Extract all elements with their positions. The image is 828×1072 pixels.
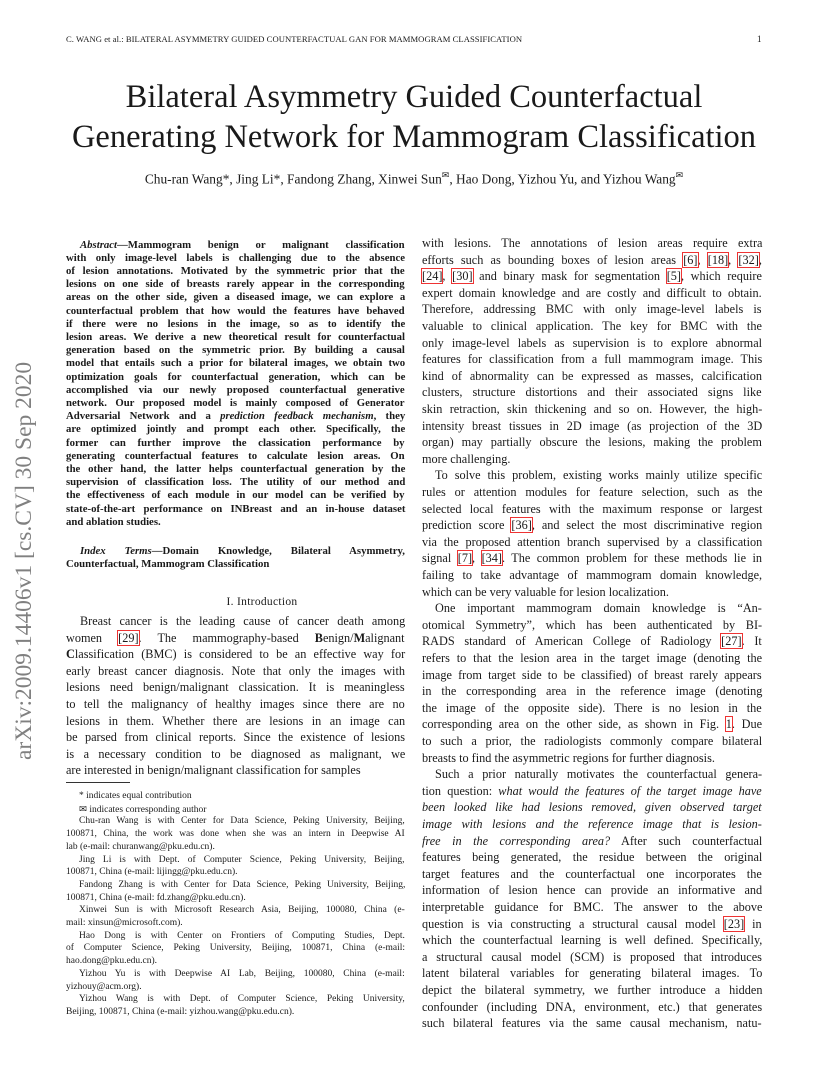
body-line: to such a prior, the radiologists commonly compare bilateral [422, 734, 763, 748]
body-line: organ) may partially obscure the lesions, making the problem [422, 435, 762, 450]
body-line: clusters, structure distortions and their associated signs like [422, 385, 762, 400]
body-line: question is via constructing a structural causal model [23] in [422, 916, 762, 931]
abstract-line: with only image-level labels is challenging due to the absence [66, 251, 406, 264]
footnote-line: Xinwei Sun is with Microsoft Research Asia, Beijing, 100080, China (e- [79, 905, 405, 916]
body-line: lesions need benign/malignant classication. It is meaningless [66, 680, 405, 695]
body-line: rules or attention modules for feature selection, such as the [422, 485, 763, 499]
body-line: to tell the malignancy of healthy images since there are no [66, 697, 405, 711]
abstract-line: lesion areas. We derive a new theoretical result for counterfactual [66, 330, 405, 343]
body-line: RADS standard of American College of Radiology [27]. It [422, 634, 762, 649]
body-line: prediction score [36], and select the most discriminative region [422, 518, 763, 533]
body-line: efforts such as bounding boxes of lesion areas [6], [18], [32], [422, 252, 762, 267]
abstract-line: and ablation studies. [66, 515, 161, 528]
body-line: depict the bilateral symmetry, we further introduce a hidden [422, 983, 763, 997]
abstract-line: of lesion annotations. Motivated by the symmetric prior that the [66, 264, 405, 277]
body-line: latent bilateral variables for generating bilateral images. To [422, 966, 763, 981]
running-header: C. WANG et al.: BILATERAL ASYMMETRY GUIDED COUNTERFACTUAL GAN FOR MAMMOGRAM CLASSIFICATION [66, 34, 523, 44]
abstract-line: generation based on the symmetric prior. By building a causal [66, 344, 405, 357]
abstract-line: model that entails such a prior for bilateral images, we obtain two [66, 357, 406, 370]
body-line: To solve this problem, existing works mainly utilize specific [435, 468, 763, 483]
footnote-rule [66, 782, 130, 783]
body-line: valuable to clinical application. The key for BMC with the [422, 319, 762, 333]
footnote-line: mail: xinsun@microsoft.com). [66, 918, 183, 928]
body-line: a structural causal model (SCM) is proposed that introduces [422, 949, 762, 964]
body-line: confounder (including DNA, environment, etc.) that generates [422, 999, 763, 1014]
body-line: image with lesions and the reference image that is lesion- [422, 817, 762, 831]
body-line: expert domain knowledge and are costly and difficult to obtain. [422, 285, 762, 300]
body-line: are interested in benign/malignant classification for samples [66, 763, 361, 778]
title-line-2: Generating Network for Mammogram Classification [71, 119, 757, 155]
abstract-line: accomplished via our newly proposed counterfactual generative [66, 383, 405, 396]
body-line: corresponding area on the other side, as shown in Fig. 1. Due [422, 717, 763, 732]
footnote-line: Hao Dong is with Center on Frontiers of Computing Studies, Dept. [79, 930, 405, 941]
body-line: image from target side to be classified) of breast rarely appears [422, 667, 762, 682]
footnote-line: hao.dong@pku.edu.cn). [66, 956, 158, 967]
body-line: selected local features with the maximum response or largest [422, 501, 763, 516]
body-line: via the proposed attention branch supervised by a classification [422, 534, 763, 549]
footnote-line: 100871, China (e-mail: fd.zhang@pku.edu.cn). [66, 892, 246, 903]
footnote-line: * indicates equal contribution [79, 791, 192, 801]
index-terms-line: Index Terms—Domain Knowledge, Bilateral Asymmetry, [80, 545, 405, 557]
body-line: refers to that the lesion area in the target image (denoting the [422, 651, 763, 665]
abstract-line: areas on the other side, given a diseased image, we can explore a [66, 291, 406, 304]
footnote-line: 100871, China, the work was done when she was an intern in Deepwise AI [66, 829, 405, 840]
index-terms-line: Counterfactual, Mammogram Classification [66, 558, 270, 571]
body-line: target features and the counterfactual one incorporates the [422, 866, 762, 881]
abstract-line: supervision of classification loss. The utility of our method and [66, 476, 406, 489]
abstract-line: lesions on one side of breasts rarely appear in the corresponding [66, 278, 405, 291]
footnote-line: Chu-ran Wang is with Center for Data Science, Peking University, Beijing, [79, 816, 405, 827]
abstract-line: state-of-the-art performance on INBreast and an in-house dataset [66, 502, 406, 515]
body-line: features being generated, the residue between the original [422, 850, 763, 865]
body-line: in the corresponding area in the reference image (denoting [422, 684, 763, 699]
body-line: signal [7], [34]. The common problem for these methods lie in [422, 551, 763, 566]
footnote-line: Beijing, 100871, China (e-mail: yizhou.wang@pku.edu.cn). [66, 1006, 295, 1017]
abstract-line: generating counterfactual features to calculate lesion areas. On [66, 449, 405, 462]
abstract-line: are optimized jointly and prompt each other. Specifically, the [66, 423, 406, 436]
abstract-line: Abstract—Mammogram benign or malignant classification [80, 238, 405, 251]
body-line: is a necessary condition to be diagnosed as malignant, we [66, 746, 406, 761]
abstract-line: the other hand, the latter helps counterfactual generation by the [66, 462, 406, 475]
body-line: breasts to find the asymmetric regions for further diagnosis. [422, 750, 715, 765]
body-line: lesions in them. Whether there are lesions in an image can [66, 713, 406, 728]
body-line: kind of abnormality can be expressed as masses, calcification [422, 368, 763, 383]
body-line: information of lesion hence can provide an informative and [422, 883, 763, 898]
body-line: be parsed from clinical reports. Since the existence of lesions [66, 730, 406, 745]
footnote-line: of Computer Science, Peking University, Beijing, 100871, China (e-mail: [66, 943, 406, 954]
body-line: free in the corresponding area? After such counterfactual [422, 833, 763, 848]
abstract-line: the effectiveness of each module in our model can be verified by [66, 489, 405, 502]
body-line: with lesions. The annotations of lesion areas require extra [422, 236, 763, 250]
body-line: interpretable guidance for BMC. The answer to the above [422, 900, 763, 914]
body-line: One important mammogram domain knowledge is “An- [435, 601, 762, 616]
body-line: intensity breast tissues in 2D image (as projection of the 3D [422, 418, 763, 433]
abstract-line: optimization goals for counterfactual generation, which can be [66, 370, 406, 383]
footnote-line: Yizhou Yu is with Deepwise AI Lab, Beijing, 100080, China (e-mail: [79, 968, 405, 979]
abstract-line: if there were no lesions in the image, so as to identify the [66, 317, 406, 330]
body-line: Classification (BMC) is considered to be an effective way for [66, 647, 406, 662]
body-line: only image-level labels as supervision is to explore abnormal [422, 335, 763, 350]
body-line: been looked like had lesions removed, given observed target [422, 800, 762, 815]
footnote-line: Yizhou Wang is with Dept. of Computer Science, Peking University, [79, 994, 405, 1005]
abstract-line: counterfactual problem that how would the features have behaved [66, 304, 405, 317]
footnote-line: Jing Li is with Dept. of Computer Science, Peking University, Beijing, [79, 854, 405, 865]
abstract-line: Adversarial Network and a prediction feedback mechanism, they [66, 410, 406, 423]
author-list: Chu-ran Wang*, Jing Li*, Fandong Zhang, Xinwei Sun✉, Hao Dong, Yizhou Yu, and Yizhou Wang✉ [144, 171, 684, 187]
body-line: early breast cancer diagnosis. Note that only the images with [66, 663, 405, 678]
body-line: [24], [30] and binary mask for segmentation [5], which require [422, 269, 762, 284]
body-line: such bilateral features via the same causal mechanism, natu- [422, 1016, 762, 1031]
abstract-line: former can further improve the classication performance by [66, 436, 405, 449]
body-line: failing to take advantage of mammogram domain knowledge, [422, 568, 763, 582]
footnote-line: yizhouy@acm.org). [66, 981, 142, 992]
body-line: Breast cancer is the leading cause of cancer death among [80, 614, 406, 628]
body-line: which the counterfactual learning is well defined. Specifically, [422, 933, 763, 948]
body-line: women [29]. The mammography-based Benign/Malignant [66, 630, 405, 645]
footnote-line: lab (e-mail: churanwang@pku.edu.cn). [66, 841, 215, 852]
section-heading-introduction: I. Introduction [226, 596, 298, 608]
body-line: Such a prior naturally motivates the counterfactual genera- [435, 767, 763, 782]
body-line: otomical Symmetry”, which has been authenticated by BI- [422, 617, 763, 632]
footnote-line: Fandong Zhang is with Center for Data Science, Peking University, Beijing, [79, 879, 406, 890]
body-line: more challenging. [422, 451, 511, 466]
footnote-line: ✉ indicates corresponding author [79, 804, 207, 815]
body-line: which can be very valuable for lesion localization. [422, 584, 669, 599]
arxiv-stamp: arXiv:2009.14406v1 [cs.CV] 30 Sep 2020 [11, 361, 37, 760]
footnote-line: 100871, China (e-mail: lijingg@pku.edu.cn). [66, 867, 238, 878]
body-line: skin retraction, skin thickening and so on. However, the high- [422, 402, 763, 416]
paper-title [40, 77, 788, 157]
body-line: features for classification from a full mammogram image. This [422, 352, 763, 367]
abstract-line: network. Our proposed model is mainly composed of Generator [66, 396, 405, 409]
body-line: the image of the opposite side). There is no lesion in the [422, 700, 762, 715]
title-line-1: Bilateral Asymmetry Guided Counterfactual [125, 79, 703, 115]
page-number: 1 [757, 34, 762, 44]
body-line: Therefore, addressing BMC with only image-level labels is [422, 302, 762, 317]
body-line: tion question: what would the features of the target image have [422, 783, 762, 798]
